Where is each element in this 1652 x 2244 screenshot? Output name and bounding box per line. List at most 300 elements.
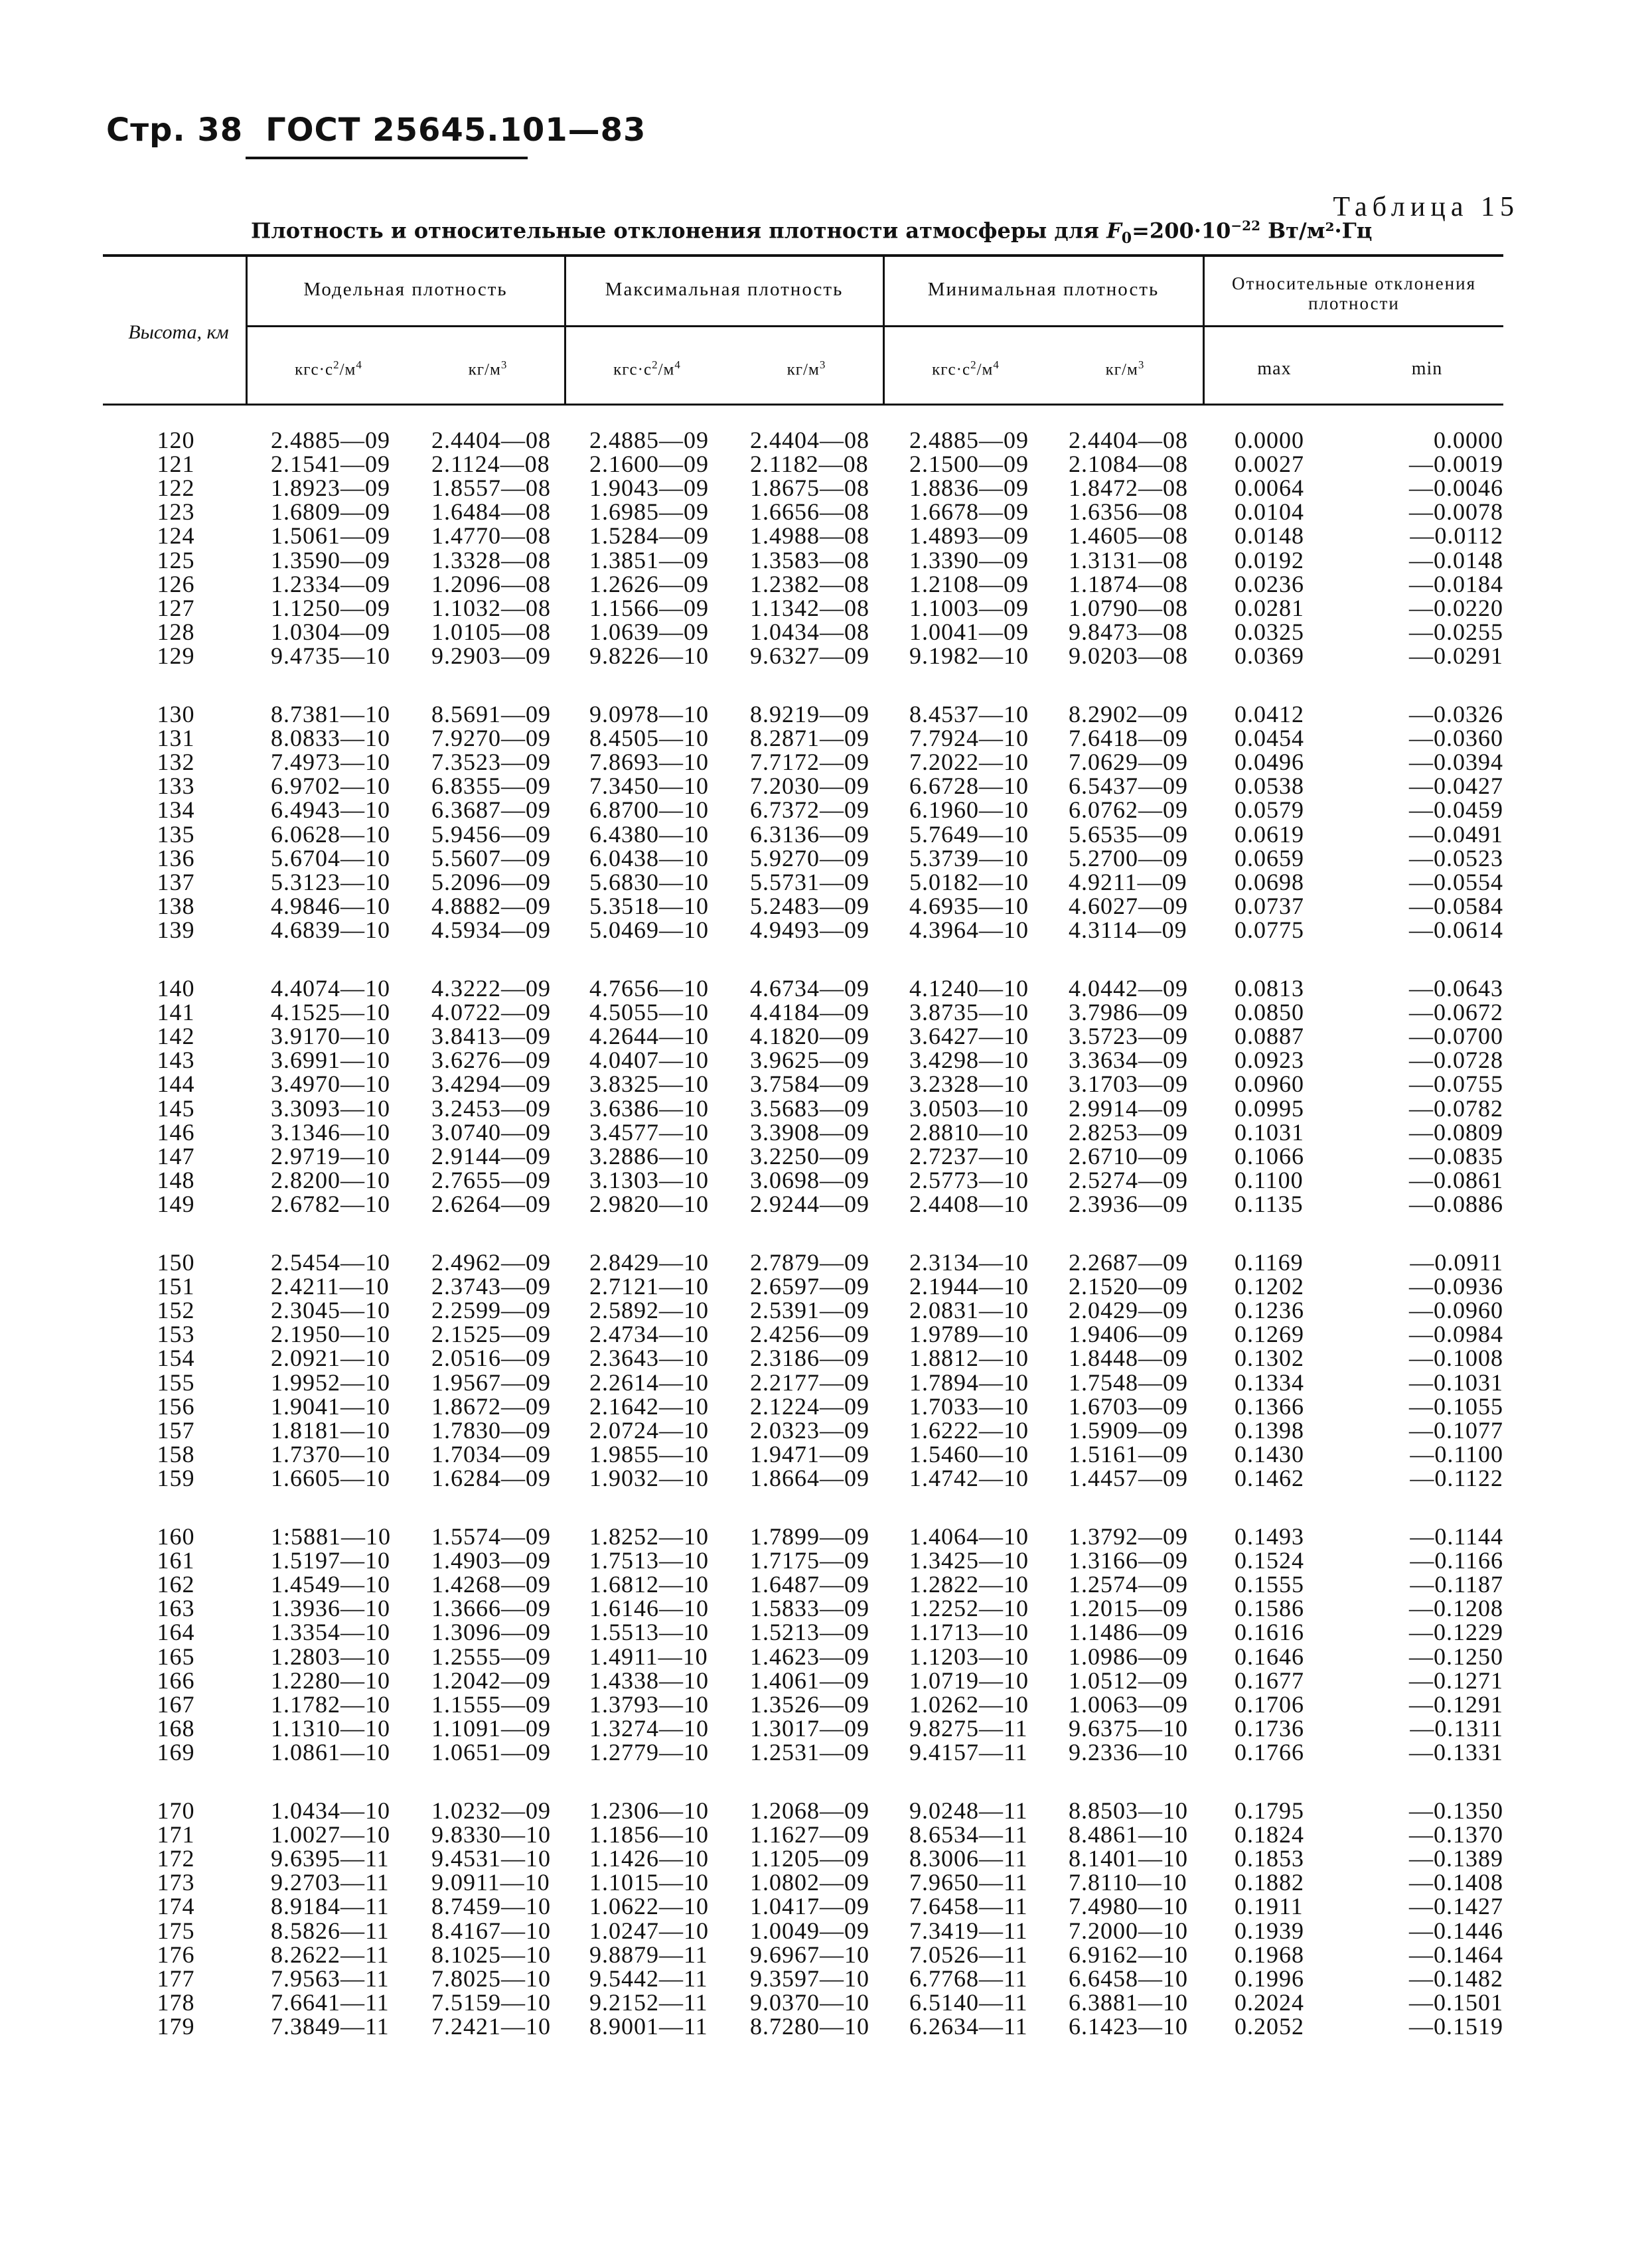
cell-deviation-max: 0.1100: [1235, 1166, 1304, 1193]
cell-model-kgs: 1.9041—10: [271, 1392, 390, 1420]
cell-model-kg: 2.3743—09: [431, 1273, 551, 1300]
cell-deviation-max: 0.0281: [1235, 594, 1304, 621]
cell-max-kgs: 1.2306—10: [589, 1797, 709, 1824]
cell-min-kgs: 4.3964—10: [909, 916, 1029, 943]
cell-model-kgs: 4.6839—10: [271, 916, 390, 943]
cell-min-kg: 3.5723—09: [1069, 1023, 1188, 1050]
table-row: [0, 1716, 1652, 1740]
cell-height: 148: [157, 1166, 195, 1193]
cell-deviation-max: 0.1493: [1235, 1523, 1304, 1550]
cell-deviation-min: —0.0291: [1409, 642, 1503, 669]
cell-model-kgs: 3.3093—10: [271, 1094, 390, 1122]
cell-deviation-max: 0.1031: [1235, 1118, 1304, 1146]
cell-model-kgs: 1.0304—09: [271, 618, 390, 645]
cell-max-kgs: 2.1600—09: [589, 451, 709, 478]
cell-deviation-max: 0.1939: [1235, 1917, 1304, 1944]
cell-height: 163: [157, 1595, 195, 1622]
cell-min-kg: 1.0512—09: [1069, 1667, 1188, 1694]
cell-max-kgs: 1.3274—10: [589, 1714, 709, 1742]
cell-model-kg: 7.9270—09: [431, 725, 551, 752]
table-row: [0, 596, 1652, 620]
cell-deviation-max: 0.0325: [1235, 618, 1304, 645]
cell-min-kg: 1.2015—09: [1069, 1595, 1188, 1622]
cell-max-kg: 5.5731—09: [750, 868, 869, 895]
table-row: [0, 452, 1652, 476]
table-row: [0, 1572, 1652, 1596]
cell-max-kg: 6.3136—09: [750, 820, 869, 848]
cell-max-kg: 1.5833—09: [750, 1595, 869, 1622]
cell-height: 178: [157, 1988, 195, 2016]
cell-deviation-max: 0.0148: [1235, 522, 1304, 550]
cell-min-kg: 1.8448—09: [1069, 1345, 1188, 1372]
cell-height: 130: [157, 701, 195, 727]
cell-deviation-max: 0.0995: [1235, 1094, 1304, 1122]
cell-model-kgs: 1.8923—09: [271, 475, 390, 502]
page-number: Стр. 38: [106, 112, 244, 149]
cell-min-kgs: 1.4064—10: [909, 1523, 1029, 1550]
header-underline: [246, 157, 528, 159]
cell-min-kgs: 3.8735—10: [909, 999, 1029, 1026]
cell-deviation-min: —0.1208: [1409, 1595, 1503, 1622]
cell-min-kgs: 6.6728—10: [909, 773, 1029, 800]
cell-deviation-max: 0.1302: [1235, 1345, 1304, 1372]
cell-min-kgs: 5.0182—10: [909, 868, 1029, 895]
cell-min-kg: 4.9211—09: [1069, 868, 1187, 895]
table-row: [0, 774, 1652, 798]
cell-max-kg: 2.9244—09: [750, 1190, 869, 1217]
table-row: [0, 1799, 1652, 1823]
cell-min-kgs: 5.7649—10: [909, 820, 1029, 848]
cell-max-kgs: 1.9043—09: [589, 475, 709, 502]
cell-deviation-max: 0.1795: [1235, 1797, 1304, 1824]
cell-max-kg: 1.7175—09: [750, 1547, 869, 1574]
table-row: [0, 976, 1652, 1000]
cell-max-kgs: 6.4380—10: [589, 820, 709, 848]
cell-height: 139: [157, 916, 195, 943]
cell-min-kg: 6.3881—10: [1069, 1988, 1188, 2016]
cell-model-kg: 7.2421—10: [431, 2012, 551, 2040]
cell-max-kgs: 2.4734—10: [589, 1321, 709, 1348]
cell-min-kg: 4.3114—09: [1069, 916, 1187, 943]
table-row: [0, 1894, 1652, 1918]
cell-height: 173: [157, 1869, 195, 1896]
table-row: [0, 1096, 1652, 1120]
cell-model-kg: 7.3523—09: [431, 749, 551, 776]
cell-max-kgs: 2.4885—09: [589, 427, 709, 453]
cell-model-kg: 1.7830—09: [431, 1416, 551, 1444]
cell-max-kgs: 1.9032—10: [589, 1464, 709, 1491]
cell-min-kg: 2.1520—09: [1069, 1273, 1188, 1300]
cell-model-kg: 1.9567—09: [431, 1369, 551, 1396]
cell-min-kgs: 7.3419—11: [909, 1917, 1028, 1944]
cell-deviation-min: —0.1482: [1409, 1965, 1503, 1992]
table-row: [0, 1072, 1652, 1096]
cell-height: 176: [157, 1941, 195, 1968]
cell-model-kgs: 4.1525—10: [271, 999, 390, 1026]
cell-max-kg: 1.0417—09: [750, 1893, 869, 1920]
group-header-deviation: Относительные отклонения плотности: [1231, 273, 1477, 313]
cell-deviation-min: —0.0491: [1409, 820, 1503, 848]
cell-max-kgs: 1.2626—09: [589, 570, 709, 597]
cell-min-kg: 1.3792—09: [1069, 1523, 1188, 1550]
cell-min-kgs: 1.5460—10: [909, 1440, 1029, 1467]
cell-min-kg: 4.6027—09: [1069, 892, 1188, 919]
cell-deviation-min: —0.0112: [1410, 522, 1503, 550]
table-row: [0, 1919, 1652, 1943]
group-header-max: Максимальная плотность: [605, 279, 844, 300]
cell-model-kgs: 2.6782—10: [271, 1190, 390, 1217]
cell-min-kgs: 1.3425—10: [909, 1547, 1029, 1574]
cell-min-kg: 5.2700—09: [1069, 844, 1188, 871]
cell-min-kg: 6.0762—09: [1069, 796, 1188, 824]
cell-height: 170: [157, 1797, 195, 1824]
cell-height: 160: [157, 1523, 195, 1550]
cell-deviation-min: —0.0078: [1409, 498, 1503, 526]
cell-max-kg: 1.8664—09: [750, 1464, 869, 1491]
cell-min-kg: 7.0629—09: [1069, 749, 1188, 776]
cell-max-kgs: 1.0639—09: [589, 618, 709, 645]
cell-model-kgs: 7.6641—11: [271, 1988, 390, 2016]
cell-min-kg: 1.6356—08: [1069, 498, 1188, 526]
cell-max-kgs: 1.3793—10: [589, 1690, 709, 1718]
cell-model-kg: 2.1124—08: [431, 451, 550, 478]
cell-max-kg: 3.0698—09: [750, 1166, 869, 1193]
cell-model-kg: 1.3328—08: [431, 546, 551, 573]
cell-height: 143: [157, 1047, 195, 1074]
height-column-header: Высота, км: [128, 321, 229, 343]
cell-height: 136: [157, 844, 195, 871]
cell-max-kgs: 4.7656—10: [589, 975, 709, 1002]
cell-min-kgs: 1.0719—10: [909, 1667, 1029, 1694]
cell-max-kg: 2.7879—09: [750, 1249, 869, 1276]
cell-deviation-max: 0.0064: [1235, 475, 1304, 502]
cell-max-kgs: 9.0978—10: [589, 701, 709, 727]
unit-model-kg: $кг/м^3$: [468, 358, 508, 379]
cell-deviation-max: 0.1996: [1235, 1965, 1304, 1992]
cell-height: 153: [157, 1321, 195, 1348]
cell-model-kgs: 6.0628—10: [271, 820, 390, 848]
cell-deviation-min: —0.0523: [1409, 844, 1503, 871]
cell-min-kgs: 1.7894—10: [909, 1369, 1029, 1396]
cell-max-kgs: 2.2614—10: [589, 1369, 709, 1396]
cell-model-kgs: 1.3354—10: [271, 1619, 390, 1646]
cell-deviation-min: —0.0184: [1409, 570, 1503, 597]
cell-height: 149: [157, 1190, 195, 1217]
cell-model-kgs: 9.2703—11: [271, 1869, 390, 1896]
cell-max-kg: 9.3597—10: [750, 1965, 869, 1992]
cell-max-kgs: 2.5892—10: [589, 1297, 709, 1324]
cell-deviation-min: —0.0459: [1409, 796, 1503, 824]
cell-max-kgs: 1.6146—10: [589, 1595, 709, 1622]
cell-deviation-max: 0.1524: [1235, 1547, 1304, 1574]
cell-max-kg: 2.4256—09: [750, 1321, 869, 1348]
cell-height: 126: [157, 570, 195, 597]
cell-deviation-min: —0.0672: [1409, 999, 1503, 1026]
cell-height: 161: [157, 1547, 195, 1574]
cell-model-kg: 3.2453—09: [431, 1094, 551, 1122]
cell-deviation-max: 0.0960: [1235, 1071, 1304, 1098]
cell-max-kg: 4.6734—09: [750, 975, 869, 1002]
cell-max-kgs: 1.1566—09: [589, 594, 709, 621]
cell-deviation-max: 0.1824: [1235, 1821, 1304, 1848]
cell-deviation-min: —0.1389: [1409, 1845, 1503, 1872]
cell-min-kg: 9.8473—08: [1069, 618, 1188, 645]
cell-deviation-max: 0.1236: [1235, 1297, 1304, 1324]
cell-model-kgs: 2.8200—10: [271, 1166, 390, 1193]
cell-max-kgs: 9.2152—11: [589, 1988, 708, 2016]
cell-height: 164: [157, 1619, 195, 1646]
cell-min-kgs: 1.2108—09: [909, 570, 1029, 597]
table-row: [0, 1596, 1652, 1620]
cell-max-kg: 2.0323—09: [750, 1416, 869, 1444]
table-row: [0, 1990, 1652, 2014]
cell-max-kg: 1.6656—08: [750, 498, 869, 526]
cell-min-kgs: 9.1982—10: [909, 642, 1029, 669]
cell-max-kg: 9.6327—09: [750, 642, 869, 669]
cell-min-kg: 1.3131—08: [1069, 546, 1188, 573]
cell-max-kgs: 1.1426—10: [589, 1845, 709, 1872]
table-row: [0, 1466, 1652, 1490]
cell-min-kg: 1.7548—09: [1069, 1369, 1188, 1396]
cell-model-kgs: 3.6991—10: [271, 1047, 390, 1074]
cell-min-kg: 2.0429—09: [1069, 1297, 1188, 1324]
cell-deviation-min: —0.0861: [1409, 1166, 1503, 1193]
cell-deviation-min: —0.1311: [1410, 1714, 1503, 1742]
table-row: [0, 1371, 1652, 1394]
table-row: [0, 1967, 1652, 1990]
cell-model-kg: 1.1555—09: [431, 1690, 551, 1718]
cell-model-kg: 9.2903—09: [431, 642, 551, 669]
table-row: [0, 1418, 1652, 1442]
cell-deviation-max: 0.1646: [1235, 1643, 1304, 1670]
cell-max-kg: 2.2177—09: [750, 1369, 869, 1396]
cell-model-kg: 1.4903—09: [431, 1547, 551, 1574]
cell-min-kgs: 1.8812—10: [909, 1345, 1029, 1372]
cell-deviation-max: 0.0192: [1235, 546, 1304, 573]
cell-max-kg: 1.0802—09: [750, 1869, 869, 1896]
cell-height: 157: [157, 1416, 195, 1444]
cell-model-kg: 3.4294—09: [431, 1071, 551, 1098]
cell-model-kg: 1.2555—09: [431, 1643, 551, 1670]
cell-deviation-max: 0.0369: [1235, 642, 1304, 669]
cell-model-kgs: 7.4973—10: [271, 749, 390, 776]
cell-min-kg: 1.0790—08: [1069, 594, 1188, 621]
cell-min-kg: 1.9406—09: [1069, 1321, 1188, 1348]
cell-model-kgs: 1.1782—10: [271, 1690, 390, 1718]
cell-model-kg: 1.3666—09: [431, 1595, 551, 1622]
cell-model-kgs: 1.2803—10: [271, 1643, 390, 1670]
cell-max-kgs: 1.5284—09: [589, 522, 709, 550]
cell-model-kgs: 1.6809—09: [271, 498, 390, 526]
cell-height: 141: [157, 999, 195, 1026]
cell-height: 124: [157, 522, 195, 550]
cell-max-kg: 7.2030—09: [750, 773, 869, 800]
cell-height: 132: [157, 749, 195, 776]
cell-min-kgs: 2.0831—10: [909, 1297, 1029, 1324]
table-row: [0, 2014, 1652, 2038]
table-row: [0, 870, 1652, 894]
cell-deviation-max: 0.1269: [1235, 1321, 1304, 1348]
cell-min-kgs: 7.0526—11: [909, 1941, 1028, 1968]
cell-min-kgs: 1.6222—10: [909, 1416, 1029, 1444]
cell-max-kg: 9.0370—10: [750, 1988, 869, 2016]
cell-max-kg: 4.9493—09: [750, 916, 869, 943]
cell-deviation-max: 0.1462: [1235, 1464, 1304, 1491]
cell-deviation-min: —0.0220: [1409, 594, 1503, 621]
cell-deviation-max: 0.0850: [1235, 999, 1304, 1026]
cell-deviation-min: —0.1122: [1410, 1464, 1503, 1491]
cell-max-kgs: 1.2779—10: [589, 1738, 709, 1765]
table-row: [0, 1250, 1652, 1274]
cell-min-kgs: 1.2252—10: [909, 1595, 1029, 1622]
cell-model-kg: 2.1525—09: [431, 1321, 551, 1348]
cell-height: 151: [157, 1273, 195, 1300]
cell-max-kg: 1.0434—08: [750, 618, 869, 645]
cell-deviation-min: —0.1166: [1410, 1547, 1503, 1574]
table-row: [0, 1740, 1652, 1764]
cell-min-kgs: 1.1003—09: [909, 594, 1029, 621]
cell-max-kgs: 4.0407—10: [589, 1047, 709, 1074]
cell-max-kgs: 3.1303—10: [589, 1166, 709, 1193]
cell-min-kgs: 1.7033—10: [909, 1392, 1029, 1420]
cell-deviation-max: 0.0579: [1235, 796, 1304, 824]
cell-model-kgs: 1.5061—09: [271, 522, 390, 550]
cell-height: 169: [157, 1738, 195, 1765]
unit-min-kgs: $кгс\cdot с^2/м^4$: [932, 358, 1000, 379]
cell-model-kgs: 1.7370—10: [271, 1440, 390, 1467]
cell-deviation-max: 0.0496: [1235, 749, 1304, 776]
cell-deviation-min: —0.0960: [1409, 1297, 1503, 1324]
cell-model-kg: 4.0722—09: [431, 999, 551, 1026]
cell-max-kg: 3.3908—09: [750, 1118, 869, 1146]
cell-min-kgs: 1.1713—10: [909, 1619, 1029, 1646]
cell-min-kgs: 2.1944—10: [909, 1273, 1029, 1300]
cell-model-kg: 5.2096—09: [431, 868, 551, 895]
cell-min-kgs: 1.0041—09: [909, 618, 1029, 645]
cell-max-kgs: 5.0469—10: [589, 916, 709, 943]
cell-deviation-min: —0.0886: [1409, 1190, 1503, 1217]
table-row: [0, 620, 1652, 644]
cell-model-kg: 2.2599—09: [431, 1297, 551, 1324]
group-header-rule: [247, 325, 1503, 327]
cell-min-kgs: 3.2328—10: [909, 1071, 1029, 1098]
cell-model-kgs: 4.9846—10: [271, 892, 390, 919]
cell-deviation-min: —0.0019: [1409, 451, 1503, 478]
cell-deviation-max: 0.1202: [1235, 1273, 1304, 1300]
cell-max-kgs: 3.6386—10: [589, 1094, 709, 1122]
cell-min-kgs: 1.4742—10: [909, 1464, 1029, 1491]
cell-min-kgs: 2.8810—10: [909, 1118, 1029, 1146]
cell-max-kg: 1.0049—09: [750, 1917, 869, 1944]
cell-max-kgs: 9.8879—11: [589, 1941, 708, 1968]
table-row: [0, 1645, 1652, 1669]
cell-deviation-max: 0.1616: [1235, 1619, 1304, 1646]
cell-min-kgs: 3.4298—10: [909, 1047, 1029, 1074]
cell-min-kg: 3.7986—09: [1069, 999, 1188, 1026]
cell-min-kg: 2.9914—09: [1069, 1094, 1188, 1122]
table-row: [0, 1274, 1652, 1298]
cell-max-kgs: 2.9820—10: [589, 1190, 709, 1217]
cell-model-kg: 1.0232—09: [431, 1797, 551, 1824]
cell-min-kg: 7.8110—10: [1069, 1869, 1187, 1896]
cell-deviation-max: 0.0775: [1235, 916, 1304, 943]
cell-max-kgs: 1.4338—10: [589, 1667, 709, 1694]
cell-model-kg: 1.5574—09: [431, 1523, 551, 1550]
cell-max-kgs: 1.1856—10: [589, 1821, 709, 1848]
cell-model-kgs: 2.1950—10: [271, 1321, 390, 1348]
cell-deviation-max: 0.0027: [1235, 451, 1304, 478]
cell-model-kg: 1.0651—09: [431, 1738, 551, 1765]
cell-model-kgs: 1.5197—10: [271, 1547, 390, 1574]
cell-deviation-max: 0.1677: [1235, 1667, 1304, 1694]
cell-max-kg: 1.3017—09: [750, 1714, 869, 1742]
cell-min-kgs: 5.3739—10: [909, 844, 1029, 871]
cell-max-kgs: 2.0724—10: [589, 1416, 709, 1444]
cell-min-kgs: 7.2022—10: [909, 749, 1029, 776]
cell-max-kg: 2.3186—09: [750, 1345, 869, 1372]
cell-height: 146: [157, 1118, 195, 1146]
unit-max-kgs: $кгс\cdot с^2/м^4$: [613, 358, 681, 379]
cell-deviation-min: —0.0427: [1409, 773, 1503, 800]
cell-model-kgs: 1.6605—10: [271, 1464, 390, 1491]
table-row: [0, 1394, 1652, 1418]
cell-deviation-max: 0.0619: [1235, 820, 1304, 848]
cell-model-kg: 5.9456—09: [431, 820, 551, 848]
table-row: [0, 428, 1652, 452]
cell-height: 166: [157, 1667, 195, 1694]
cell-max-kg: 2.6597—09: [750, 1273, 869, 1300]
cell-height: 156: [157, 1392, 195, 1420]
cell-height: 142: [157, 1023, 195, 1050]
table-top-rule: [103, 254, 1503, 257]
cell-height: 152: [157, 1297, 195, 1324]
unit-model-kgs: $кгс\cdot с^2/м^4$: [295, 358, 362, 379]
cell-deviation-min: —0.0584: [1409, 892, 1503, 919]
table-row: [0, 1692, 1652, 1716]
cell-model-kg: 2.9144—09: [431, 1142, 551, 1169]
cell-deviation-min: —0.0360: [1409, 725, 1503, 752]
cell-max-kg: 3.2250—09: [750, 1142, 869, 1169]
cell-max-kgs: 3.4577—10: [589, 1118, 709, 1146]
cell-height: 154: [157, 1345, 195, 1372]
cell-deviation-min: —0.1055: [1409, 1392, 1503, 1420]
cell-max-kgs: 1.0247—10: [589, 1917, 709, 1944]
cell-max-kg: 1.2068—09: [750, 1797, 869, 1824]
cell-max-kgs: 7.8693—10: [589, 749, 709, 776]
cell-deviation-min: —0.1271: [1409, 1667, 1503, 1694]
table-row: [0, 1144, 1652, 1168]
cell-max-kg: 2.1224—09: [750, 1392, 869, 1420]
cell-model-kgs: 9.6395—11: [271, 1845, 390, 1872]
cell-min-kgs: 1.0262—10: [909, 1690, 1029, 1718]
cell-min-kgs: 1.1203—10: [909, 1643, 1029, 1670]
cell-model-kgs: 1.9952—10: [271, 1369, 390, 1396]
cell-min-kg: 4.0442—09: [1069, 975, 1188, 1002]
cell-deviation-max: 0.2024: [1235, 1988, 1304, 2016]
cell-max-kg: 1.5213—09: [750, 1619, 869, 1646]
cell-max-kgs: 2.1642—10: [589, 1392, 709, 1420]
col-divider-4: [1203, 256, 1205, 404]
cell-min-kgs: 1.9789—10: [909, 1321, 1029, 1348]
cell-model-kg: 2.6264—09: [431, 1190, 551, 1217]
cell-max-kgs: 9.8226—10: [589, 642, 709, 669]
cell-model-kg: 1.6484—08: [431, 498, 551, 526]
cell-max-kgs: 1.5513—10: [589, 1619, 709, 1646]
cell-deviation-max: 0.0236: [1235, 570, 1304, 597]
cell-model-kg: 3.0740—09: [431, 1118, 551, 1146]
cell-model-kgs: 8.7381—10: [271, 701, 390, 727]
cell-model-kg: 4.3222—09: [431, 975, 551, 1002]
